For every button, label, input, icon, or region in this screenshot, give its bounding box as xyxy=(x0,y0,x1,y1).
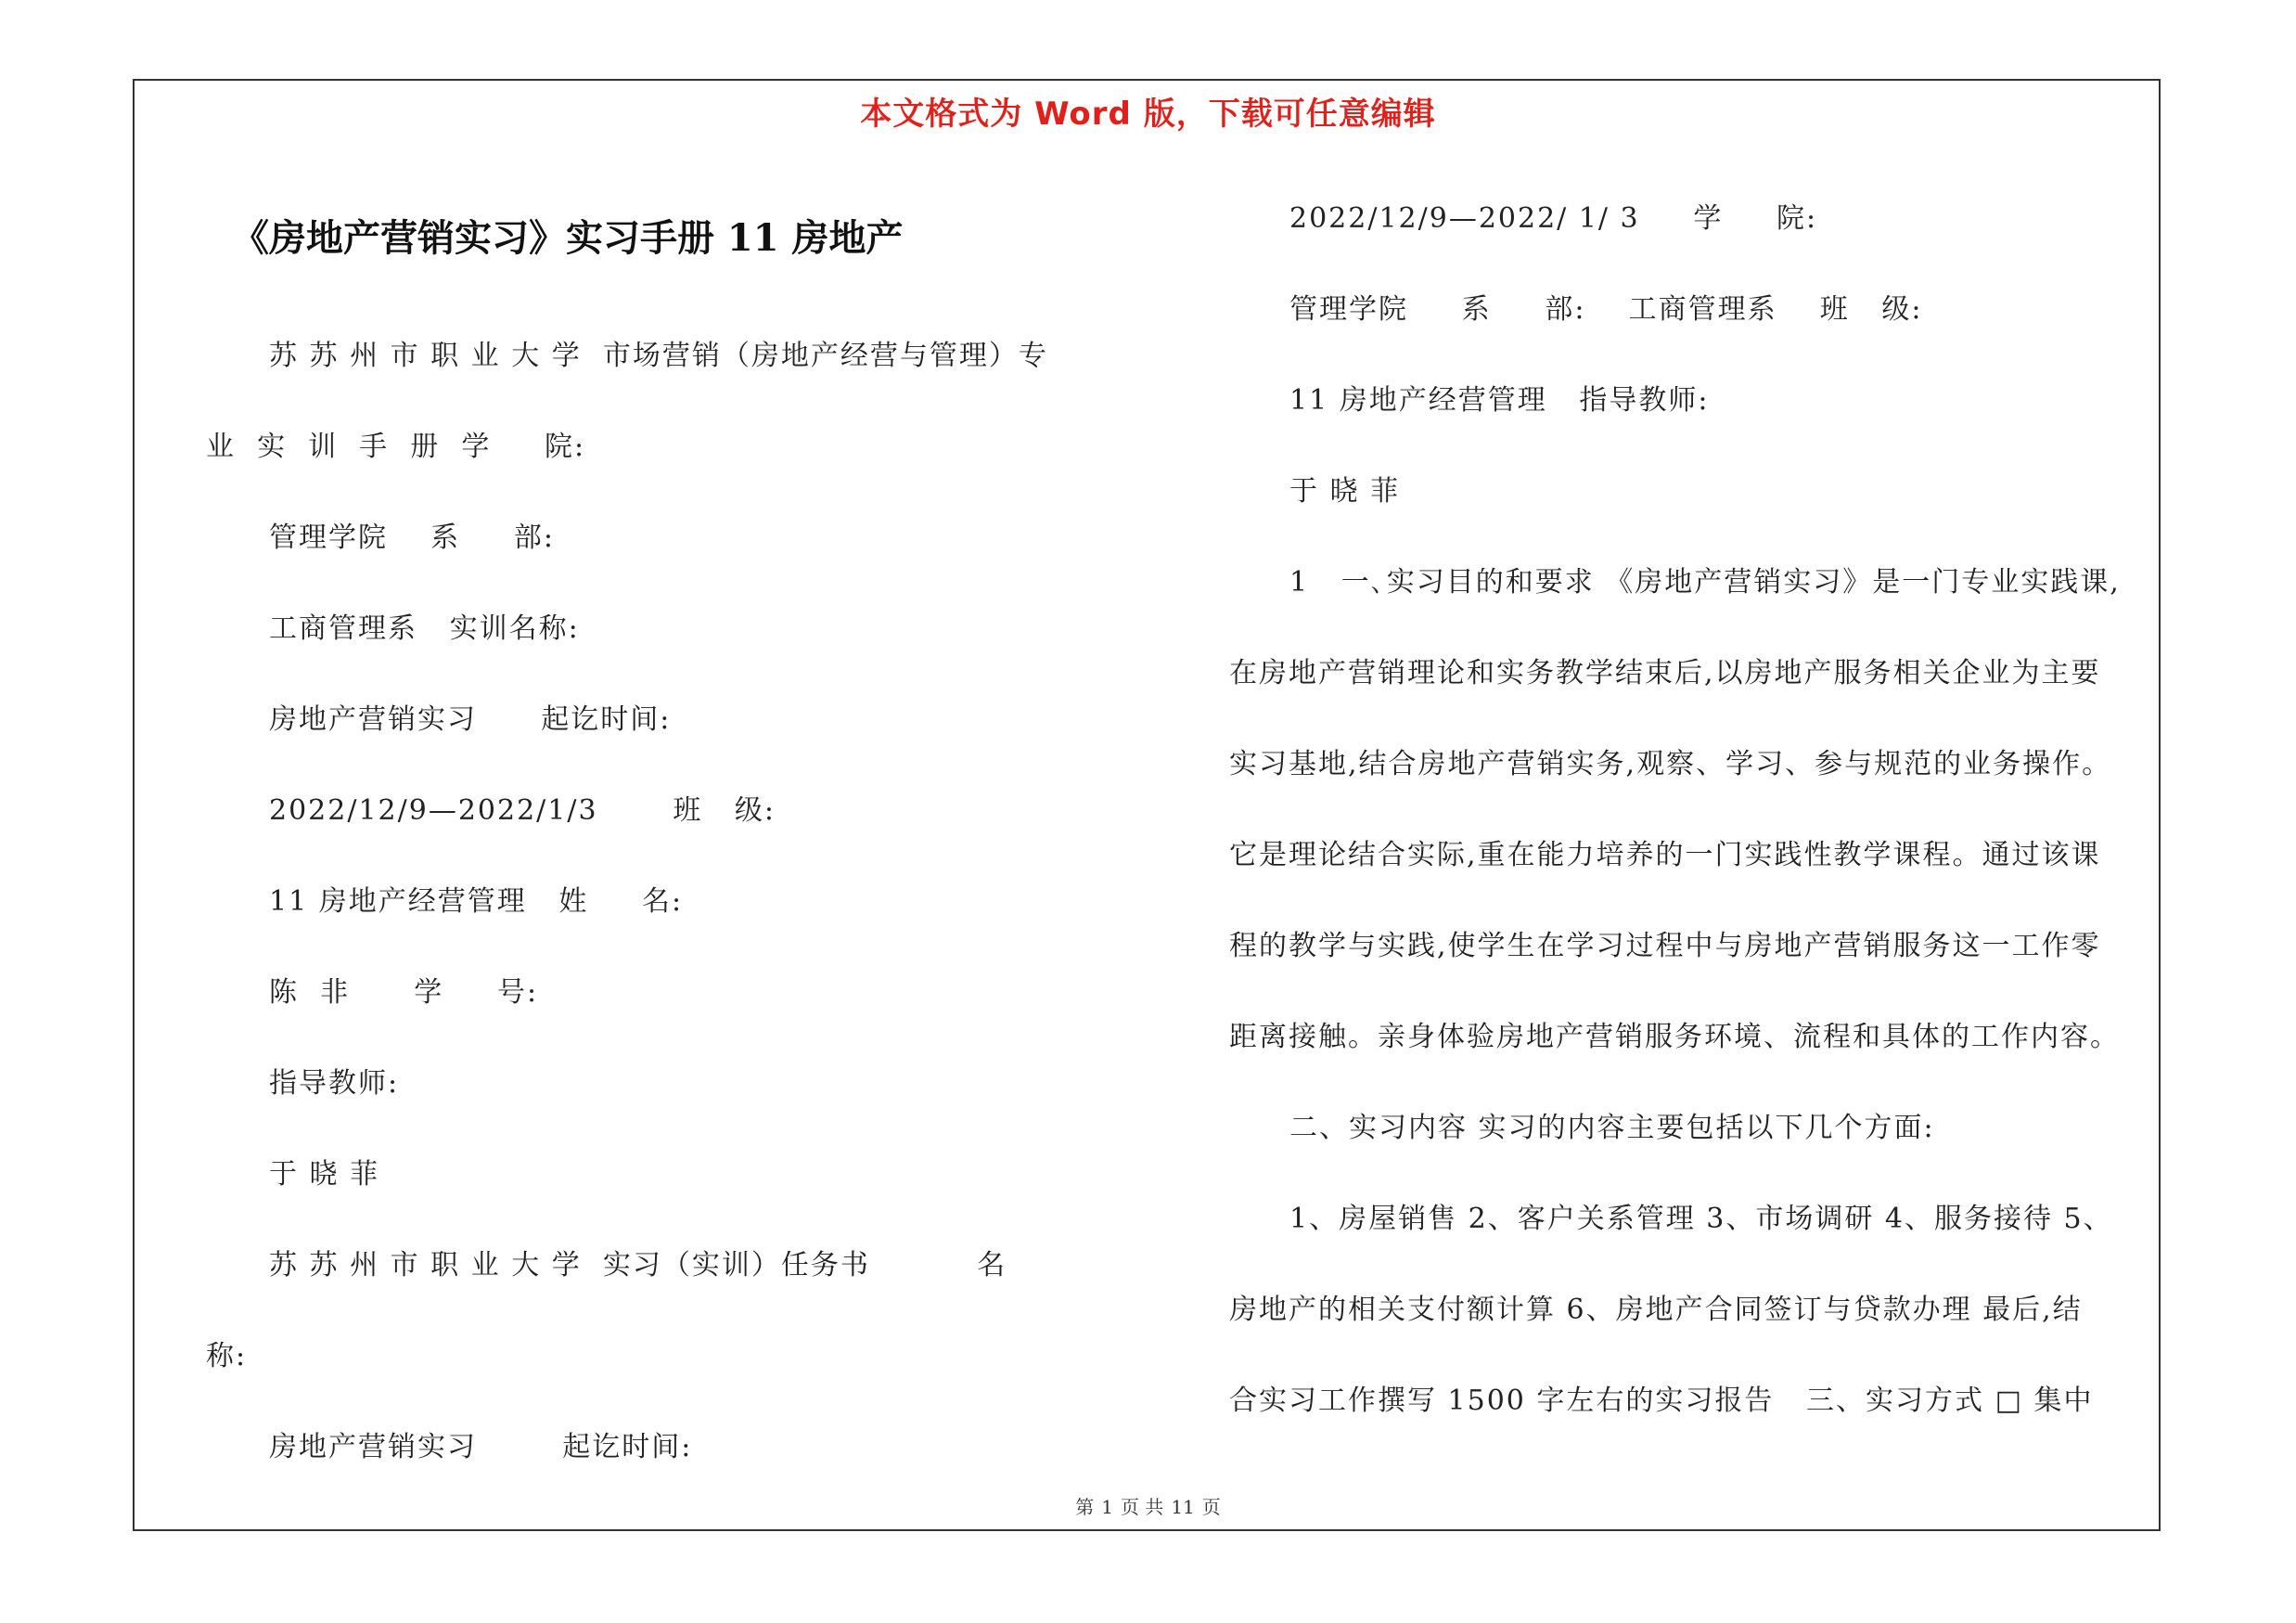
left-line: 称: xyxy=(206,1340,248,1372)
right-line: 管理学院 系 部: 工商管理系 班 级: xyxy=(1289,293,1923,326)
footer-page-number: 1 xyxy=(1101,1496,1113,1518)
format-banner: 本文格式为 Word 版，下载可任意编辑 xyxy=(860,96,1436,133)
right-line: 合实习工作撰写 1500 字左右的实习报告 三、实习方式 □ 集中 xyxy=(1229,1385,2094,1417)
right-line: 2022/12/9—2022/ 1/ 3 学 院: xyxy=(1289,202,1818,235)
footer-page-label: 第 xyxy=(1075,1496,1095,1518)
right-line: 它是理论结合实际,重在能力培养的一门实践性教学课程。通过该课 xyxy=(1229,839,2101,871)
left-line: 管理学院 系 部: xyxy=(269,522,555,554)
left-line: 指导教师: xyxy=(269,1067,400,1100)
right-line: 程的教学与实践,使学生在学习过程中与房地产营销服务这一工作零 xyxy=(1229,930,2101,962)
right-line: 距离接触。亲身体验房地产营销服务环境、流程和具体的工作内容。 xyxy=(1229,1021,2120,1053)
left-line: 陈 非 学 号: xyxy=(269,976,539,1009)
left-line: 业 实 训 手 册 学 院: xyxy=(206,431,586,463)
page-footer xyxy=(0,1492,2296,1519)
right-line: 1 一､实习目的和要求 《房地产营销实习》是一门专业实践课, xyxy=(1289,566,2121,599)
footer-total-pages: 11 xyxy=(1171,1496,1195,1518)
right-line: 在房地产营销理论和实务教学结束后,以房地产服务相关企业为主要 xyxy=(1229,657,2101,689)
right-line: 实习基地,结合房地产营销实务,观察、学习、参与规范的业务操作。 xyxy=(1229,748,2112,780)
left-line: 苏 苏 州 市 职 业 大 学 实习（实训）任务书 名 xyxy=(269,1249,1007,1282)
footer-page-separator: 页 共 xyxy=(1120,1496,1164,1518)
left-line: 苏 苏 州 市 职 业 大 学 市场营销（房地产经营与管理）专 xyxy=(269,340,1048,372)
right-line: 11 房地产经营管理 指导教师: xyxy=(1289,384,1710,417)
right-line: 于 晓 菲 xyxy=(1289,475,1401,508)
footer-page-end: 页 xyxy=(1201,1496,1221,1518)
left-line: 工商管理系 实训名称: xyxy=(269,612,580,645)
left-line: 11 房地产经营管理 姓 名: xyxy=(269,885,684,918)
right-line: 1、房屋销售 2、客户关系管理 3、市场调研 4、服务接待 5、 xyxy=(1289,1203,2113,1235)
document-title: 《房地产营销实习》实习手册 11 房地产 xyxy=(232,216,904,260)
left-line: 于 晓 菲 xyxy=(269,1158,380,1191)
right-line: 二、实习内容 实习的内容主要包括以下几个方面: xyxy=(1289,1112,1935,1144)
left-line: 房地产营销实习 起讫时间: xyxy=(269,1431,693,1463)
right-line: 房地产的相关支付额计算 6、房地产合同签订与贷款办理 最后,结 xyxy=(1229,1294,2083,1326)
left-line: 2022/12/9—2022/1/3 班 级: xyxy=(269,794,776,827)
left-line: 房地产营销实习 起讫时间: xyxy=(269,703,672,736)
